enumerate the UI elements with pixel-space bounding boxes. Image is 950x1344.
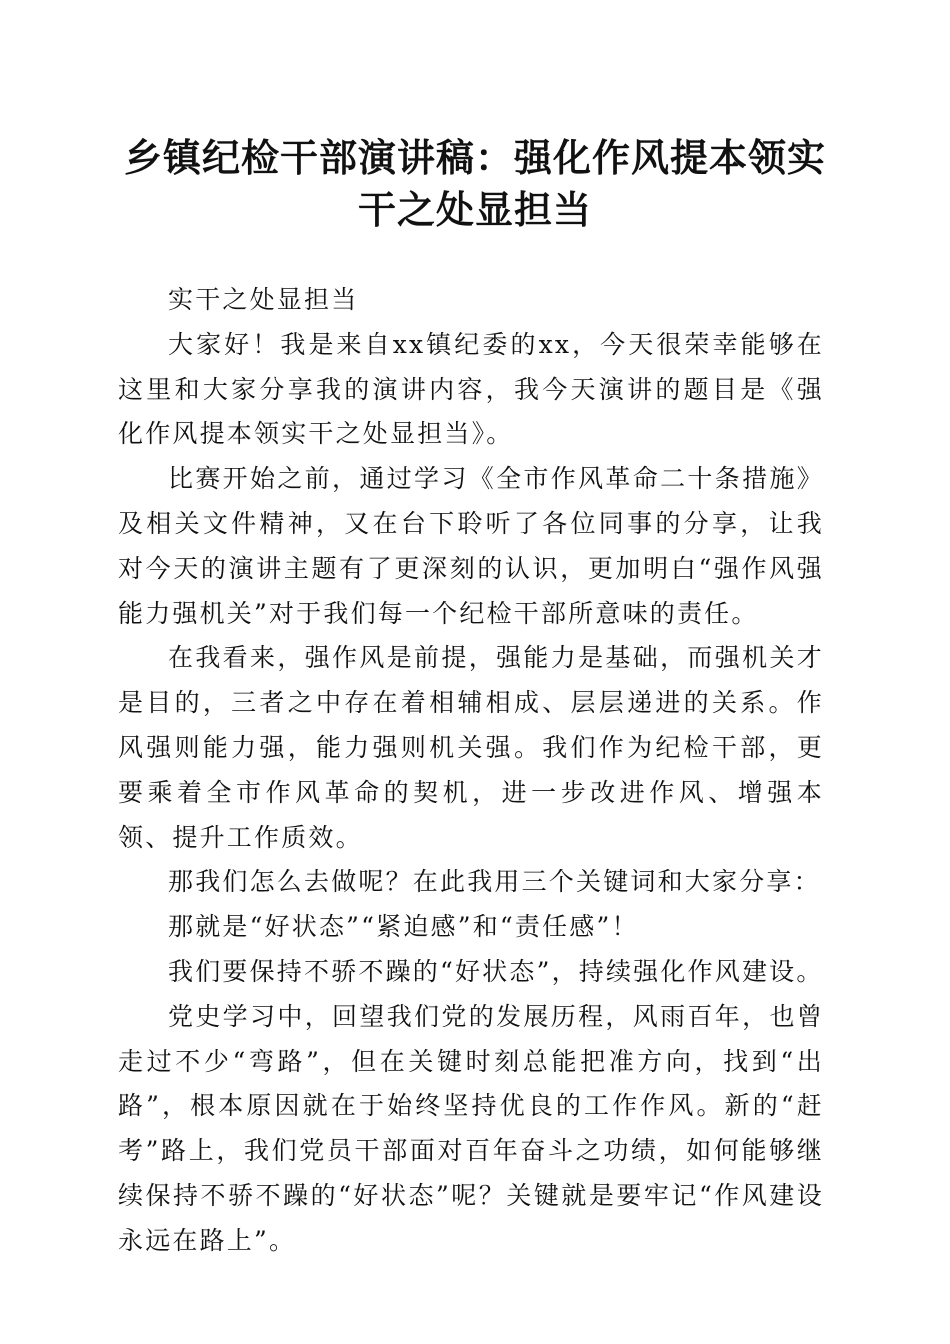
- paragraph: 比赛开始之前，通过学习《全市作风革命二十条措施》及相关文件精神，又在台下聆听了各位同事的分享，让我对今天的演讲主题有了更深刻的认识，更加明白“强作风强能力强机关”对于我们每一个纪检干部所意味的责任。: [118, 464, 824, 628]
- paragraph: 那我们怎么去做呢？在此我用三个关键词和大家分享：: [168, 867, 821, 897]
- paragraph-subtitle: 实干之处显担当: [168, 285, 359, 314]
- paragraph: 我们要保持不骄不躁的“好状态”，持续强化作风建设。: [168, 956, 824, 986]
- paragraph: 那就是“好状态”“紧迫感”和“责任感”！: [168, 912, 639, 942]
- paragraph: 党史学习中，回望我们党的发展历程，风雨百年，也曾走过不少“弯路”，但在关键时刻总能把准方向，找到“出路”，根本原因就在于始终坚持优良的工作作风。新的“赶考”路上，我们党员干部面对百年奋斗之功绩，如何能够继续保持不骄不躁的“好状态”呢？关键就是要牢记“作风建设永远在路上”。: [118, 1001, 824, 1255]
- document-title: 乡镇纪检干部演讲稿：强化作风提本领实干之处显担当: [123, 135, 826, 232]
- paragraph: 大家好！我是来自xx镇纪委的xx，今天很荣幸能够在这里和大家分享我的演讲内容，我今天演讲的题目是《强化作风提本领实干之处显担当》。: [118, 329, 824, 449]
- document-body: [118, 278, 824, 1264]
- paragraph: 在我看来，强作风是前提，强能力是基础，而强机关才是目的，三者之中存在着相辅相成、层层递进的关系。作风强则能力强，能力强则机关强。我们作为纪检干部，更要乘着全市作风革命的契机，进一步改进作风、增强本领、提升工作质效。: [118, 643, 824, 852]
